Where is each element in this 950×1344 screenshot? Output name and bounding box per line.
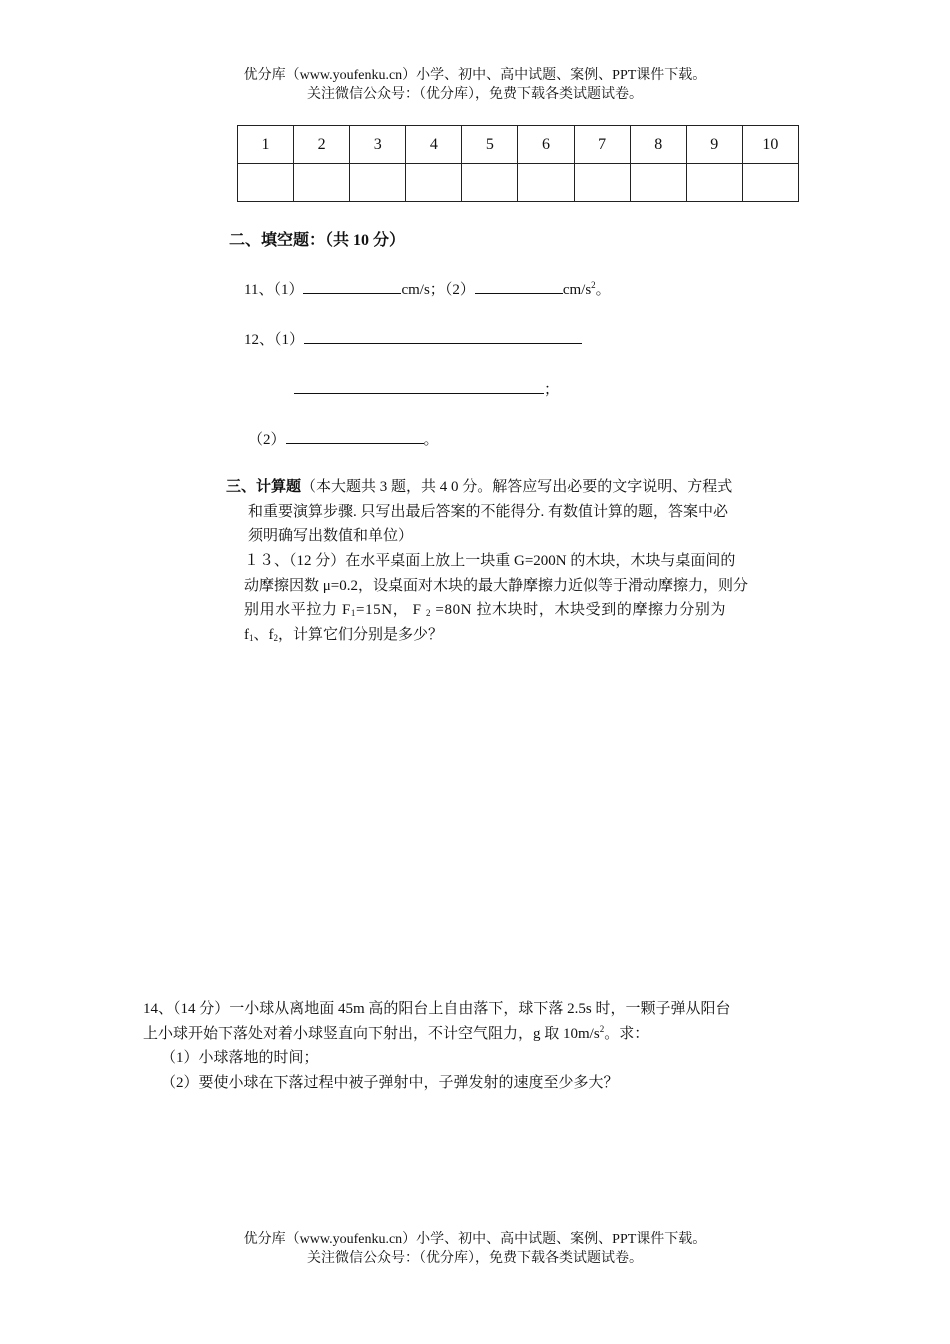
footer-line-1: 优分库（www.youfenku.cn）小学、初中、高中试题、案例、PPT课件下载。 xyxy=(243,1232,707,1247)
q11-blank-1[interactable] xyxy=(303,278,401,294)
q11-unit-2-exponent: 2 xyxy=(591,280,596,290)
q11-blank-2[interactable] xyxy=(475,278,563,294)
footer-line-2: 关注微信公众号：（优分库），免费下载各类试题试卷。 xyxy=(307,1251,643,1266)
question-12-part-2 xyxy=(248,428,439,449)
q13-f-sub-2: 2 xyxy=(273,632,278,643)
q12-blank-1a[interactable] xyxy=(304,328,582,344)
question-number-cell: 2 xyxy=(294,126,350,164)
q14-line-2-b: 。求： xyxy=(604,1025,650,1042)
q14-line-2 xyxy=(143,1022,811,1047)
q13-f2-subscript: 2 xyxy=(425,608,432,618)
q11-part1-label: （1） xyxy=(273,282,304,298)
answer-cell[interactable] xyxy=(630,164,686,202)
q13-line-4-b: 、f xyxy=(253,626,274,643)
q13-line-3-c: =80N 拉木块时，木块受到的摩擦力分别为 xyxy=(431,602,727,618)
q13-line-3 xyxy=(244,598,808,623)
page-footer xyxy=(0,1230,950,1268)
q12-blank-2[interactable] xyxy=(286,428,424,444)
question-number-cell: 7 xyxy=(574,126,630,164)
question-number-cell: 1 xyxy=(238,126,294,164)
q11-number: 11、 xyxy=(244,282,274,298)
header-line-2: 关注微信公众号：（优分库），免费下载各类试题试卷。 xyxy=(307,87,643,102)
question-13 xyxy=(244,549,808,647)
section-3-intro-line-3: 须明确写出数值和单位） xyxy=(248,528,414,544)
answer-grid-number-row xyxy=(238,126,799,164)
answer-cell[interactable] xyxy=(406,164,462,202)
answer-cell[interactable] xyxy=(518,164,574,202)
section-3-intro-line-2: 和重要演算步骤. 只写出最后答案的不能得分. 有数值计算的题，答案中必 xyxy=(248,503,729,520)
q14-sub-question-1: （1）小球落地的时间； xyxy=(161,1050,319,1066)
q13-line-3-a: 别用水平拉力 F xyxy=(244,602,351,618)
q12-part2-label: （2） xyxy=(248,432,286,448)
q11-unit-1: cm/s； xyxy=(401,282,445,298)
q12-blank-1b[interactable] xyxy=(294,378,544,394)
q14-exponent: 2 xyxy=(599,1023,605,1034)
q13-line-1: １３、（12 分）在水平桌面上放上一块重 G=200N 的木块，木块与桌面间的 xyxy=(244,553,736,569)
question-number-cell: 5 xyxy=(462,126,518,164)
answer-cell[interactable] xyxy=(686,164,742,202)
q13-line-4-a: f xyxy=(244,626,249,643)
header-line-1: 优分库（www.youfenku.cn）小学、初中、高中试题、案例、PPT课件下载。 xyxy=(243,68,707,83)
q12-end: 。 xyxy=(423,432,439,448)
q13-line-3-b: =15N， F xyxy=(356,602,426,618)
q13-f1-subscript: 1 xyxy=(350,608,357,618)
question-number-cell: 6 xyxy=(518,126,574,164)
section-3 xyxy=(226,475,808,549)
q14-line-1: 14、（14 分）一小球从离地面 45m 高的阳台上自由落下，球下落 2.5s 时，一颗子弹从阳台 xyxy=(143,1001,731,1017)
answer-cell[interactable] xyxy=(294,164,350,202)
section-2-title: 二、填空题：（共 10 分） xyxy=(229,232,406,249)
question-12-part-1 xyxy=(244,328,582,349)
q12-part1-label: （1） xyxy=(274,332,305,348)
answer-cell[interactable] xyxy=(350,164,406,202)
question-number-cell: 4 xyxy=(406,126,462,164)
page-header xyxy=(0,66,950,104)
question-12-part-1-cont xyxy=(294,378,559,399)
answer-cell[interactable] xyxy=(574,164,630,202)
q11-part2-label: （2） xyxy=(444,282,475,298)
q14-sub-question-2: （2）要使小球在下落过程中被子弹射中，子弹发射的速度至少多大？ xyxy=(161,1074,619,1091)
answer-cell[interactable] xyxy=(742,164,798,202)
question-14 xyxy=(143,997,811,1095)
answer-cell[interactable] xyxy=(238,164,294,202)
q12-semicolon: ； xyxy=(544,382,560,398)
q11-end: 。 xyxy=(595,282,611,298)
question-number-cell: 8 xyxy=(630,126,686,164)
question-number-cell: 3 xyxy=(350,126,406,164)
q13-f-sub-1: 1 xyxy=(249,632,254,643)
answer-grid-answer-row xyxy=(238,164,799,202)
q12-number: 12、 xyxy=(244,332,275,348)
section-3-title: 三、计算题 xyxy=(226,479,302,495)
section-3-intro-1: （本大题共 3 题，共 4 0 分。解答应写出必要的文字说明、方程式 xyxy=(301,479,733,495)
q13-line-4-c: ，计算它们分别是多少？ xyxy=(278,626,444,643)
q13-line-4 xyxy=(244,623,808,648)
q11-unit-2: cm/s xyxy=(562,282,592,298)
question-number-cell: 10 xyxy=(742,126,798,164)
question-11 xyxy=(244,278,611,299)
q13-line-2: 动摩擦因数 μ=0.2，设桌面对木块的最大静摩擦力近似等于滑动摩擦力，则分 xyxy=(244,577,749,594)
q14-line-2-a: 上小球开始下落处对着小球竖直向下射出，不计空气阻力，g 取 10m/s xyxy=(143,1025,600,1042)
answer-grid xyxy=(237,125,799,202)
question-number-cell: 9 xyxy=(686,126,742,164)
answer-cell[interactable] xyxy=(462,164,518,202)
section-3-intro-line-1 xyxy=(226,475,808,500)
